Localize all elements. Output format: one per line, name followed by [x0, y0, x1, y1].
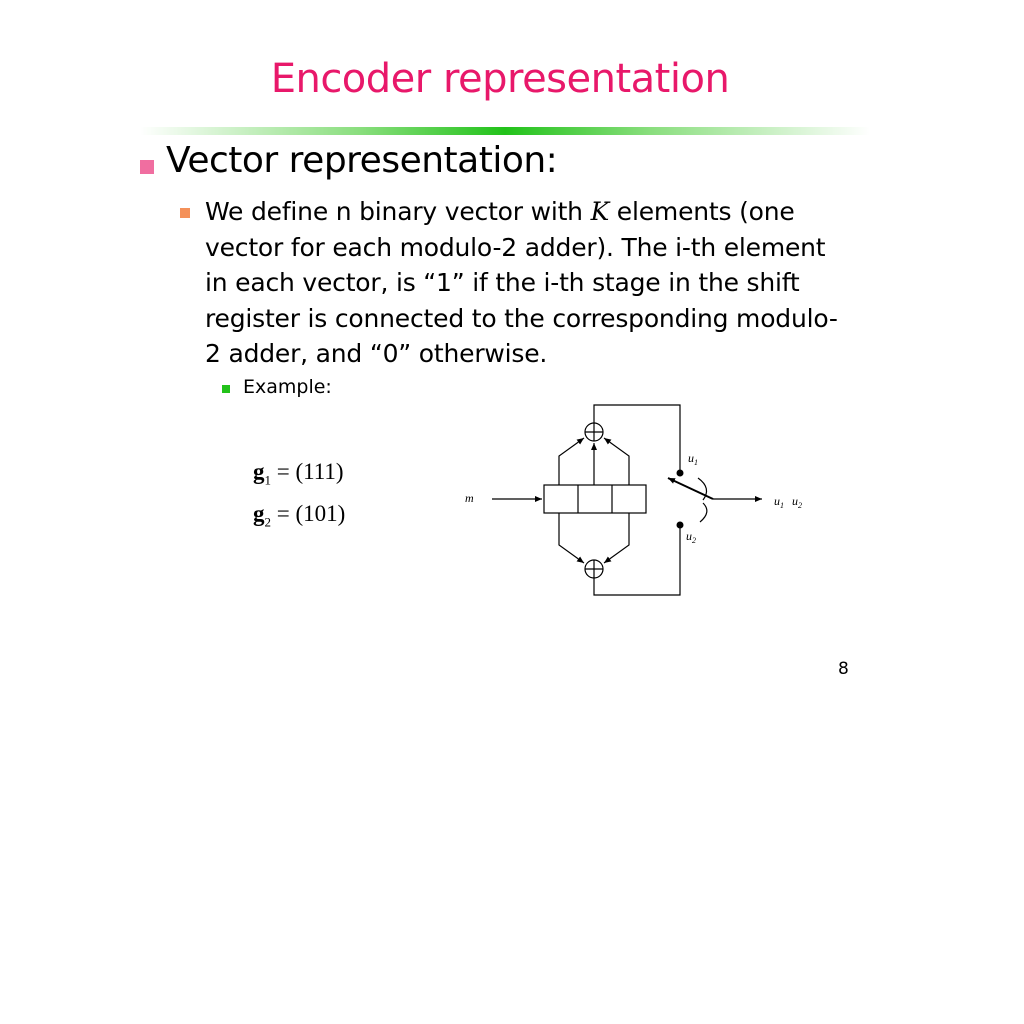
u1-output-line [594, 405, 680, 472]
eq-symbol: g [253, 459, 265, 484]
tap-line [559, 438, 584, 485]
output-label [774, 494, 802, 510]
eq-subscript: 2 [264, 514, 271, 530]
label-symbol: u [792, 494, 798, 508]
eq-subscript: 1 [264, 472, 271, 488]
tap-line [604, 513, 629, 563]
contact-u1 [677, 470, 684, 477]
label-symbol: u [686, 529, 692, 543]
tap-line [559, 513, 584, 563]
u2-label [686, 529, 696, 545]
eq-rhs: = (101) [276, 501, 346, 526]
eq-rhs: = (111) [276, 459, 344, 484]
shift-register [544, 485, 646, 513]
rotation-arrow [700, 503, 707, 522]
bullet-level3-text: Example: [243, 376, 332, 398]
bullet-level1-text: Vector representation: [166, 140, 558, 181]
label-subscript: 2 [692, 536, 696, 545]
text-line: vector for each modulo-2 adder). The i-th element [205, 232, 826, 262]
eq-symbol: g [253, 501, 265, 526]
tap-line [604, 438, 629, 485]
text-line: in each vector, is “1” if the i-th stage in the shift [205, 268, 800, 297]
slide-title: Encoder representation [270, 56, 730, 102]
label-subscript: 1 [694, 458, 698, 467]
text-line: register is connected to the corresponding modulo- [205, 303, 838, 333]
text-fragment: We define n binary vector with [205, 197, 591, 226]
label-symbol: u [688, 451, 694, 465]
text-line: 2 adder, and “0” otherwise. [205, 339, 548, 368]
input-label: m [465, 491, 474, 505]
text-fragment: elements (one [609, 197, 795, 226]
u1-label [688, 451, 698, 467]
rotation-arrow [698, 478, 707, 500]
label-symbol: u [774, 494, 780, 508]
contact-u2 [677, 522, 684, 529]
label-subscript: 2 [798, 501, 802, 510]
page-number: 8 [838, 659, 849, 679]
label-subscript: 1 [780, 501, 784, 510]
k-symbol: K [590, 197, 610, 226]
